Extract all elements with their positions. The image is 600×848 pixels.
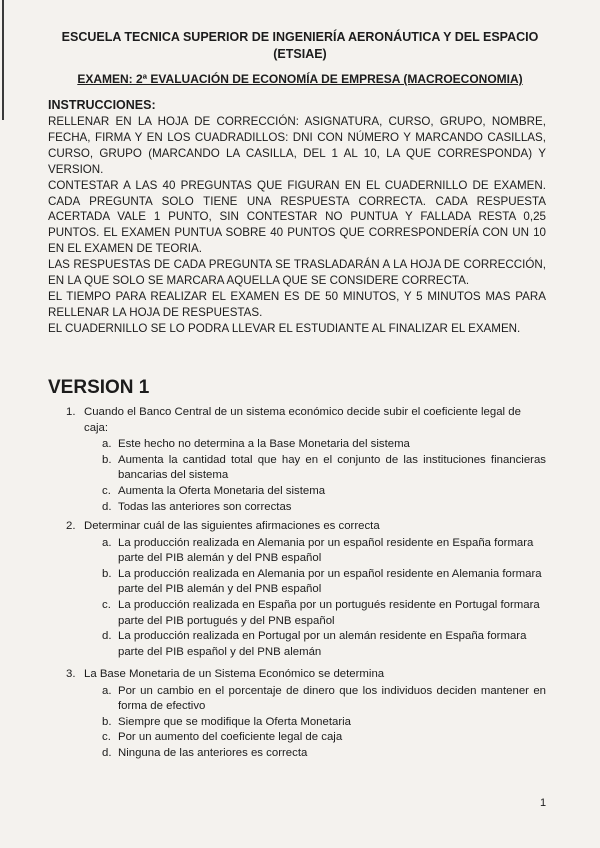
option-text: Por un aumento del coeficiente legal de caja — [118, 731, 343, 744]
option-c — [66, 730, 546, 746]
option-text: La producción realizada en España por un portugués residente en Portugal formara parte del PIB portugués y del PNB español — [118, 598, 540, 627]
instruction-paragraph: LAS RESPUESTAS DE CADA PREGUNTA SE TRASLADARÁN A LA HOJA DE CORRECCIÓN, EN LA QUE SOLO SE MARCARA AQUELLA QUE SE CONSIDERE CORRECTA. — [48, 258, 546, 288]
option-letter: b. — [102, 567, 112, 580]
option-letter: a. — [102, 438, 112, 451]
option-text: Aumenta la Oferta Monetaria del sistema — [118, 484, 326, 497]
instruction-paragraph: EL CUADERNILLO SE LO PODRA LLEVAR EL ESTUDIANTE AL FINALIZAR EL EXAMEN. — [48, 321, 521, 335]
question-number: 3. — [66, 668, 76, 680]
option-a — [66, 536, 546, 567]
scan-edge-mark — [2, 0, 4, 120]
option-letter: c. — [102, 484, 111, 497]
option-letter: d. — [102, 500, 112, 513]
option-d — [66, 746, 546, 762]
instruction-paragraph: RELLENAR EN LA HOJA DE CORRECCIÓN: ASIGNATURA, CURSO, GRUPO, NOMBRE, FECHA, FIRMA Y EN LOS CUADRADILLOS: DNI CON NÚMERO Y MARCANDO CASILLAS, CURSO, GRUPO (MARCANDO LA CASILLA, DEL 1 AL 10, LA QUE CORRESPONDA) Y VERSION. — [48, 115, 546, 176]
option-b — [66, 453, 546, 484]
question-text: La Base Monetaria de un Sistema Económico se determina — [84, 668, 385, 680]
option-text: Por un cambio en el porcentaje de dinero que los individuos deciden mantener en forma de efectivo — [118, 684, 546, 713]
school-acronym: (ETSIAE) — [273, 47, 327, 61]
option-letter: b. — [102, 715, 112, 728]
option-text: La producción realizada en Alemania por un español residente en Alemania formara parte del PIB alemán y del PNB español — [118, 567, 542, 596]
version-title: VERSION 1 — [48, 377, 150, 398]
option-letter: a. — [102, 684, 112, 697]
option-letter: a. — [102, 536, 112, 549]
option-b — [66, 567, 546, 598]
instructions-heading: INSTRUCCIONES: — [48, 98, 156, 112]
option-text: Ninguna de las anteriores es correcta — [118, 746, 308, 759]
question-text: Cuando el Banco Central de un sistema económico decide subir el coeficiente legal de caja: — [84, 406, 521, 434]
options-list — [66, 536, 546, 661]
question-number: 1. — [66, 406, 76, 418]
question-3 — [66, 667, 546, 762]
option-letter: d. — [102, 630, 112, 643]
option-letter: c. — [102, 731, 111, 744]
instruction-paragraph: EL TIEMPO PARA REALIZAR EL EXAMEN ES DE 50 MINUTOS, Y 5 MINUTOS MAS PARA RELLENAR LA HOJA DE RESPUESTAS. — [48, 289, 546, 319]
option-letter: b. — [102, 453, 112, 466]
question-1 — [66, 405, 546, 515]
question-text: Determinar cuál de las siguientes afirmaciones es correcta — [84, 520, 380, 532]
option-d — [66, 629, 546, 660]
option-text: La producción realizada en Portugal por un alemán residente en España formara parte del PIB español y del PNB alemán — [118, 630, 527, 658]
option-c — [66, 598, 546, 629]
option-text: Aumenta la cantidad total que hay en el conjunto de las instituciones financieras bancarias del sistema — [118, 453, 546, 482]
option-text: Este hecho no determina a la Base Monetaria del sistema — [118, 438, 410, 451]
question-2 — [66, 519, 546, 660]
page-number: 1 — [540, 797, 547, 809]
option-letter: c. — [102, 598, 111, 611]
instruction-paragraph: CONTESTAR A LAS 40 PREGUNTAS QUE FIGURAN EN EL CUADERNILLO DE EXAMEN. CADA PREGUNTA SOLO TIENE UNA RESPUESTA CORRECTA. CADA RESPUESTA ACERTADA VALE 1 PUNTO, SIN CONTESTAR NO PUNTUA Y FALLADA RESTA 0,25 PUNTOS. EL EXAMEN PUNTUA SOBRE 40 PUNTOS QUE CORRESPONDERÍA CON UN 10 EN EL EXAMEN DE TEORIA. — [48, 178, 546, 256]
exam-title: EXAMEN: 2ª EVALUACIÓN DE ECONOMÍA DE EMPRESA (MACROECONOMIA) — [77, 72, 523, 86]
option-b — [66, 715, 546, 731]
option-a — [66, 437, 546, 453]
options-list — [66, 437, 546, 515]
school-name: ESCUELA TECNICA SUPERIOR DE INGENIERÍA AERONÁUTICA Y DEL ESPACIO — [61, 30, 539, 44]
option-c — [66, 484, 546, 500]
instructions-block — [48, 114, 546, 337]
option-text: Siempre que se modifique la Oferta Monetaria — [118, 715, 351, 728]
option-text: Todas las anteriores son correctas — [118, 500, 292, 513]
option-letter: d. — [102, 746, 112, 759]
question-number: 2. — [66, 520, 76, 532]
option-a — [66, 684, 546, 715]
option-d — [66, 500, 546, 516]
option-text: La producción realizada en Alemania por un español residente en España formara parte del PIB alemán y del PNB español — [118, 536, 534, 565]
options-list — [66, 684, 546, 762]
